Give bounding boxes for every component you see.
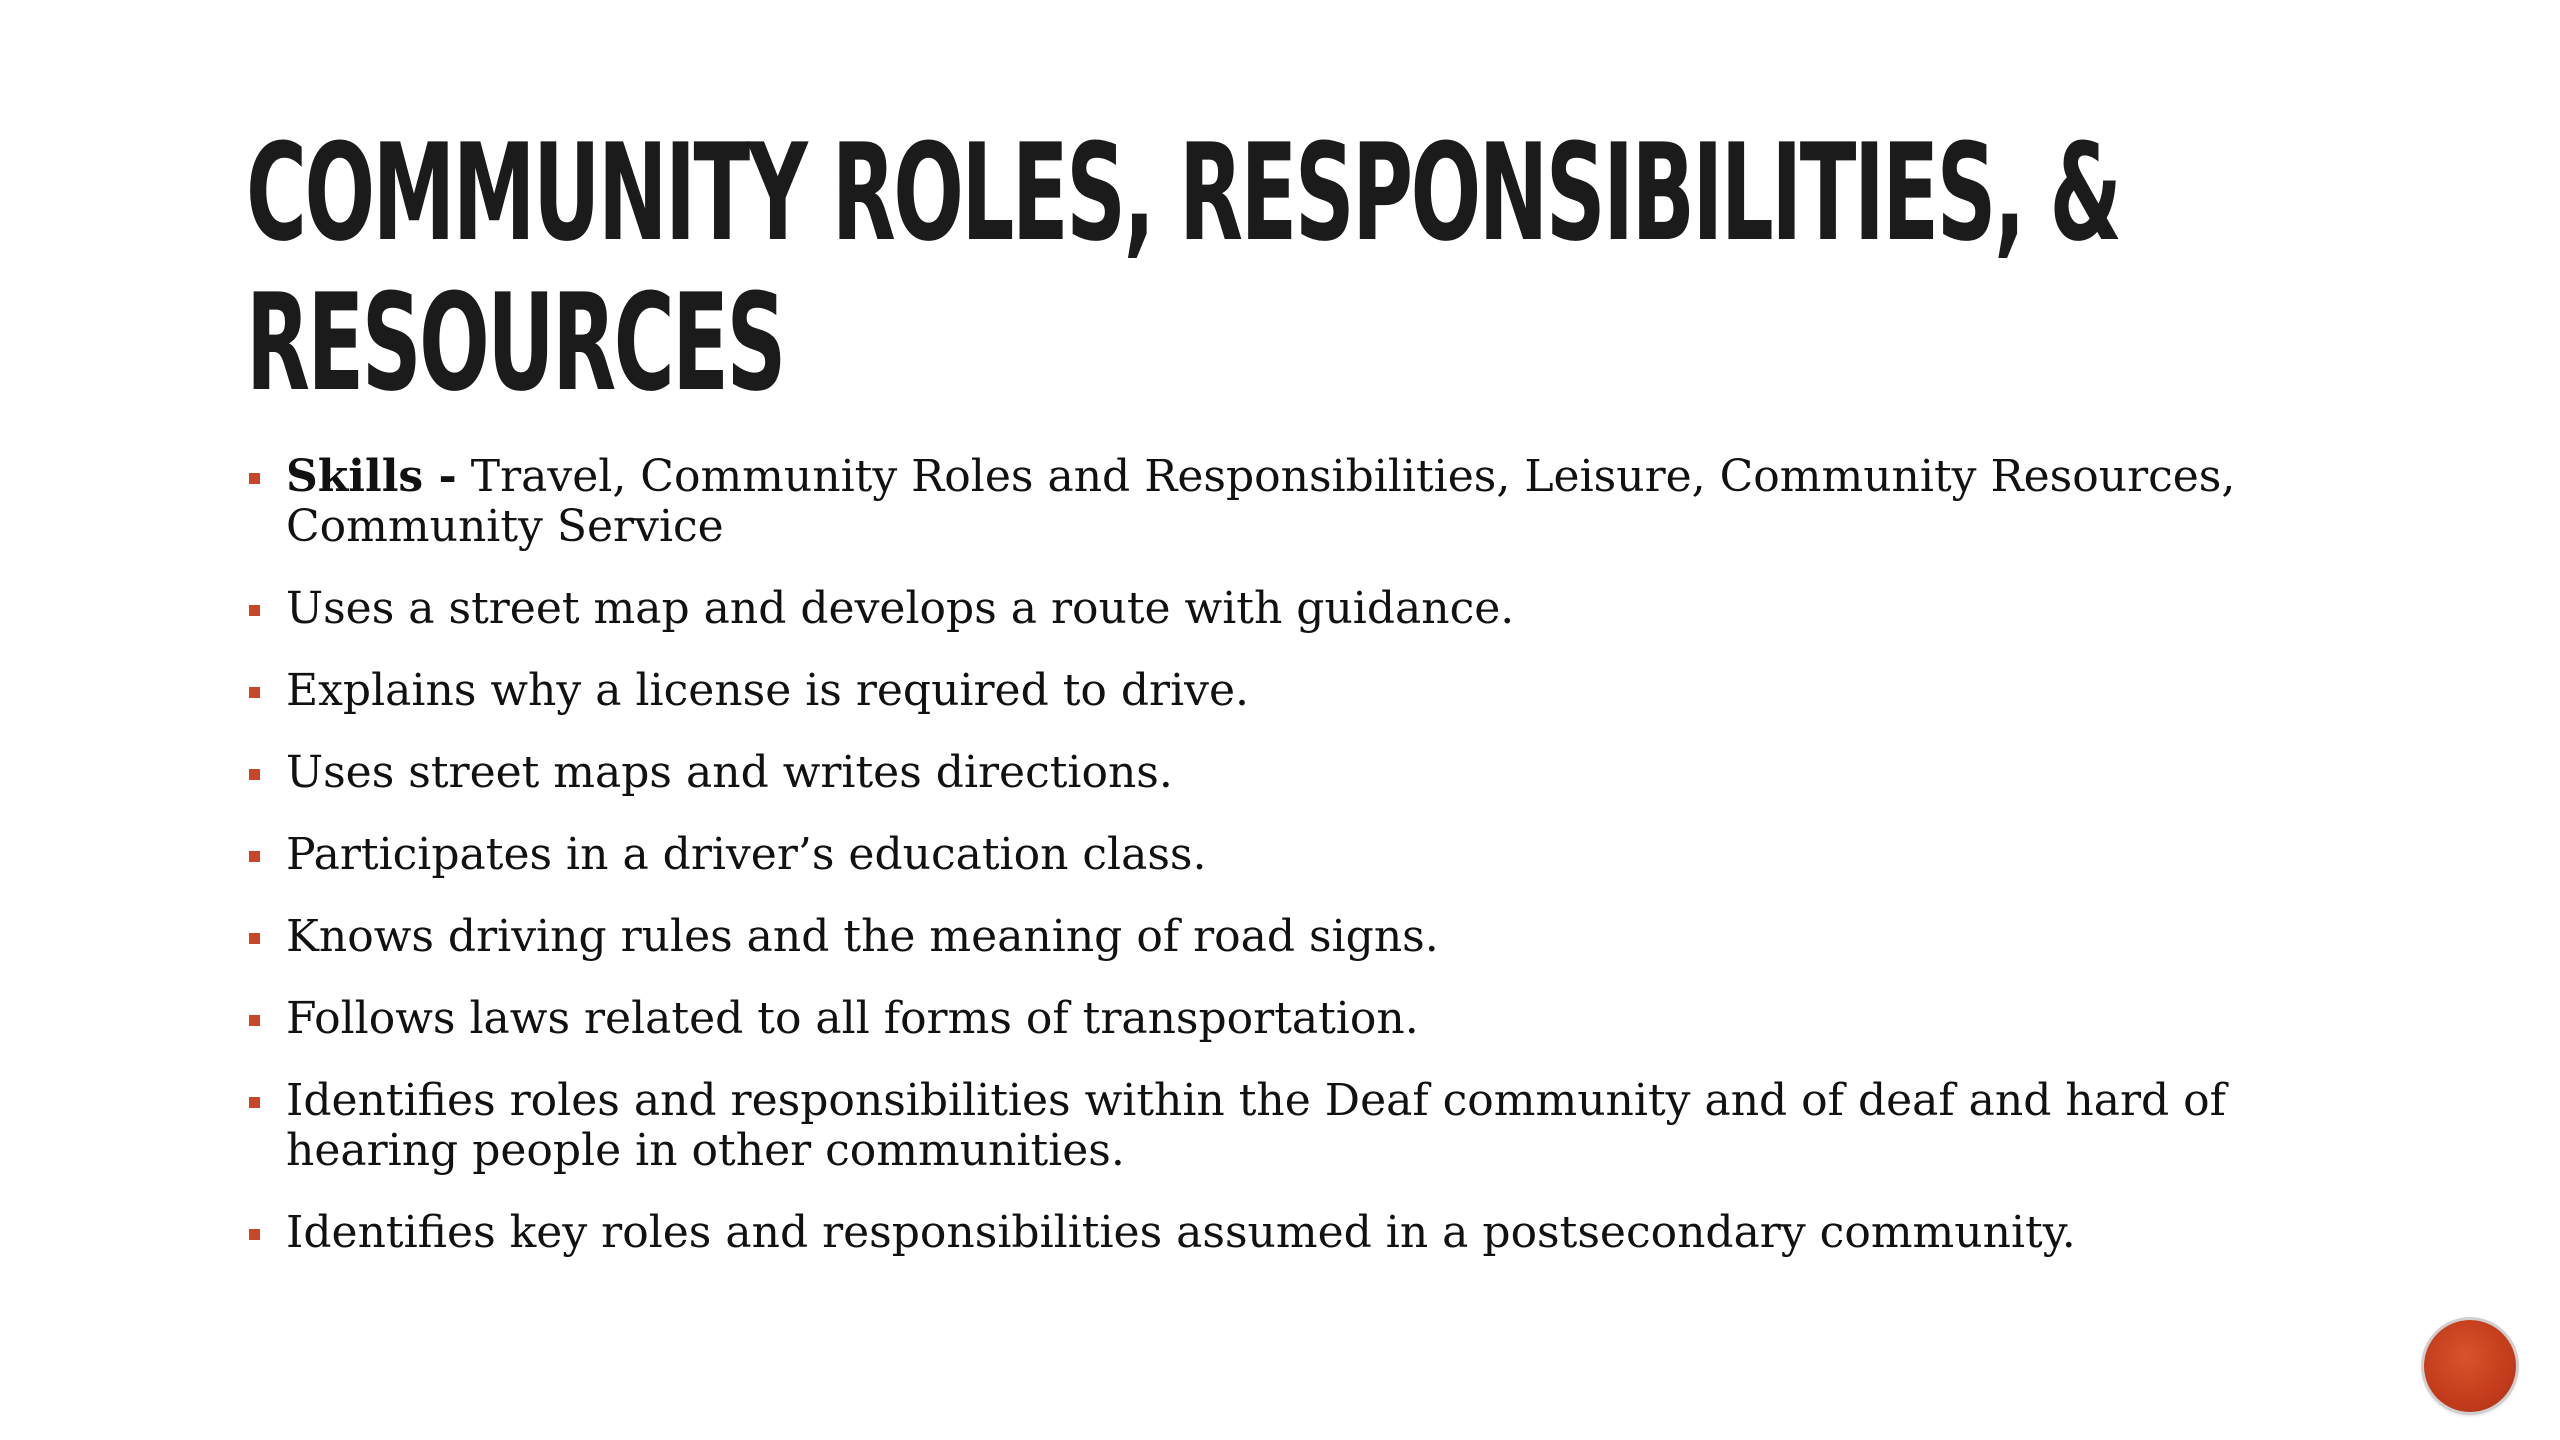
square-bullet-icon bbox=[249, 851, 260, 862]
bullet-item-skills bbox=[246, 452, 2396, 552]
bullet-item bbox=[246, 584, 2396, 634]
bullet-item bbox=[246, 1076, 2396, 1176]
square-bullet-icon bbox=[249, 769, 260, 780]
bullet-text: Follows laws related to all forms of transportation. bbox=[286, 993, 1419, 1044]
bullet-text: Knows driving rules and the meaning of road signs. bbox=[286, 911, 1439, 962]
bullet-text: Participates in a driver’s education class. bbox=[286, 829, 1207, 880]
square-bullet-icon bbox=[249, 1229, 260, 1240]
square-bullet-icon bbox=[249, 1015, 260, 1026]
bullet-label: Skills - bbox=[286, 451, 457, 502]
bullet-text: Uses a street map and develops a route with guidance. bbox=[286, 583, 1515, 634]
slide-title bbox=[246, 115, 2120, 421]
bullet-text: Identifies roles and responsibilities within the Deaf community and of deaf and hard of hearing people in other communities. bbox=[286, 1075, 2226, 1176]
bullet-item bbox=[246, 912, 2396, 962]
title-line-1: COMMUNITY ROLES, RESPONSIBILITIES, & bbox=[246, 115, 2120, 271]
bullet-text: Travel, Community Roles and Responsibilities, Leisure, Community Resources, Community Service bbox=[286, 451, 2236, 552]
bullet-text: Identifies key roles and responsibilities assumed in a postsecondary community. bbox=[286, 1207, 2076, 1258]
title-line-2: RESOURCES bbox=[246, 265, 784, 421]
square-bullet-icon bbox=[249, 687, 260, 698]
square-bullet-icon bbox=[249, 1097, 260, 1108]
bullet-text: Explains why a license is required to drive. bbox=[286, 665, 1250, 716]
bullet-item bbox=[246, 994, 2396, 1044]
bullet-item bbox=[246, 748, 2396, 798]
slide-badge-icon bbox=[2424, 1320, 2516, 1412]
bullet-item bbox=[246, 666, 2396, 716]
square-bullet-icon bbox=[249, 933, 260, 944]
square-bullet-icon bbox=[249, 473, 260, 484]
bullet-list bbox=[246, 452, 2396, 1290]
bullet-text: Uses street maps and writes directions. bbox=[286, 747, 1173, 798]
bullet-item bbox=[246, 830, 2396, 880]
square-bullet-icon bbox=[249, 605, 260, 616]
bullet-item bbox=[246, 1208, 2396, 1258]
